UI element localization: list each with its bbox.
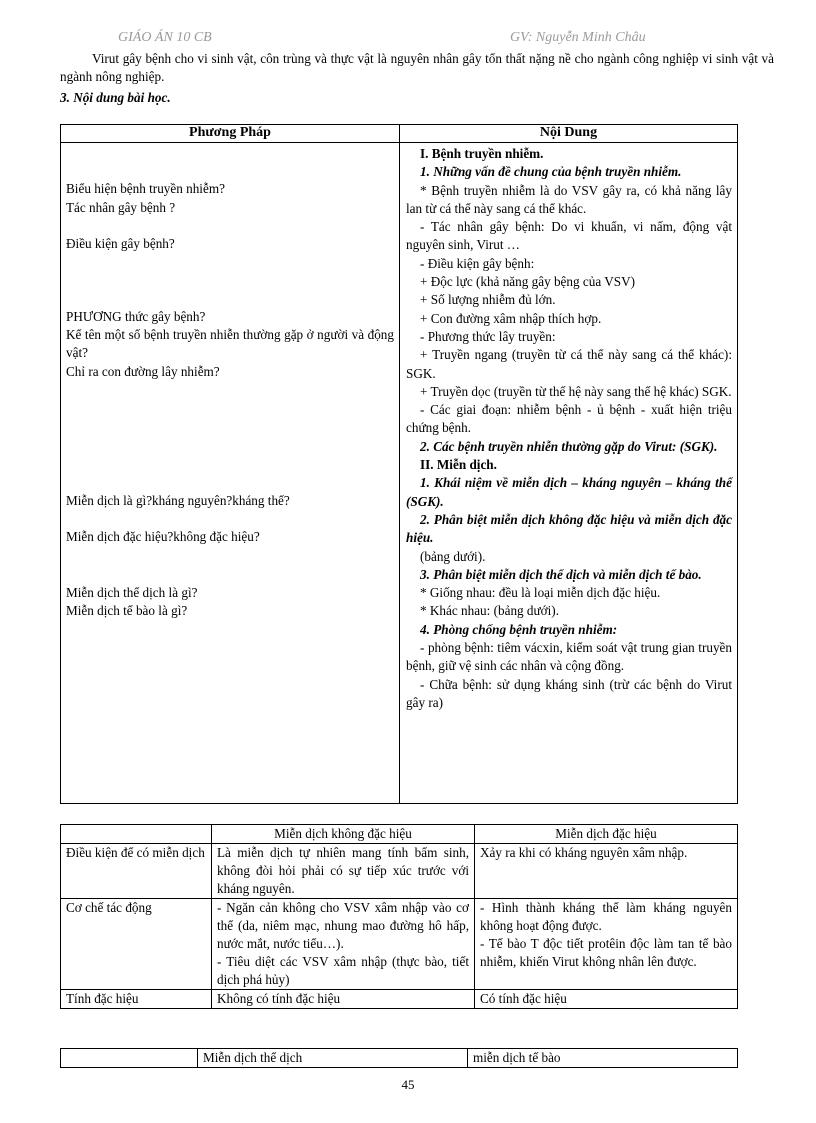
col-header-humoral: Miễn dịch thể dịch [198,1049,468,1068]
cell: - Ngăn cản không cho VSV xâm nhập vào cơ thể (da, niêm mạc, nhung mao đường hô hấp, nước mắt, nước tiểu…). - Tiêu diệt các VSV xâm nhập (thực bào, tiết dịch phá hủy) [212,899,475,990]
content-line: * Khác nhau: (bảng dưới). [420,603,559,619]
comparison-table [60,824,738,1009]
content-line: + Truyền dọc (truyền từ thế hệ này sang thế hệ khác) SGK. [420,383,732,399]
question: Miễn dịch đặc hiệu?không đặc hiệu? [66,529,260,544]
content-line: 2. Phân biệt miễn dịch không đặc hiệu và miễn dịch đặc hiệu. [406,511,732,546]
page-number: 45 [401,1077,415,1092]
cell: Có tính đặc hiệu [475,990,738,1009]
content-line: + Độc lực (khả năng gây bệng của VSV) [420,274,636,290]
question: Điều kiện gây bệnh? [66,236,175,251]
content-line: 1. Những vấn đề chung của bệnh truyền nhiễm. [420,164,682,180]
cell: Xảy ra khi có kháng nguyên xâm nhập. [475,844,738,899]
humoral-cellular-table [60,1048,738,1068]
content-line: + Số lượng nhiễm đủ lớn. [420,292,556,308]
content-line: - Chữa bệnh: sử dụng kháng sinh (trừ các bệnh do Virut gây ra) [406,676,732,710]
section-heading: 3. Nội dung bài học. [60,90,171,105]
question: Miễn dịch là gì?kháng nguyên?kháng thể? [66,493,290,508]
content-line: * Bệnh truyền nhiễm là do VSV gây ra, có khả năng lây lan từ cá thể này sang cá thể khác. [406,182,732,216]
main-table [60,124,738,804]
content-line: 3. Phân biệt miễn dịch thể dịch và miễn dịch tế bào. [420,566,702,582]
content-line: II. Miễn dịch. [420,457,497,473]
content-line: * Giống nhau: đều là loại miễn dịch đặc hiệu. [420,585,661,601]
content-line: I. Bệnh truyền nhiễm. [420,146,544,161]
cell: Không có tính đặc hiệu [212,990,475,1009]
content-line: - Điều kiện gây bệnh: [420,255,535,271]
content-column [400,143,738,804]
col-header-nonspecific: Miễn dịch không đặc hiệu [212,825,475,844]
question: PHƯƠNG thức gây bệnh? [66,309,206,324]
content-line: 4. Phòng chống bệnh truyền nhiễm: [420,621,618,637]
corner-cell [61,825,212,844]
question: Chỉ ra con đường lây nhiễm? [66,364,220,379]
cell: Là miễn dịch tự nhiên mang tính bẩm sinh, không đòi hỏi phải có sự tiếp xúc trước với kháng nguyên. [212,844,475,899]
intro-paragraph: Virut gây bệnh cho vi sinh vật, côn trùng và thực vật là nguyên nhân gây tổn thất nặng nề cho ngành công nghiệp vi sinh vật và ngành nông nghiệp. [60,51,774,84]
question: Kể tên một số bệnh truyền nhiễn thường gặp ở người và động vật? [66,327,394,360]
row-label: Điều kiện để có miễn dịch [61,844,212,899]
content-line: + Truyền ngang (truyền từ cá thể này sang cá thể khác): SGK. [406,347,732,381]
content-line: - Các giai đoạn: nhiễm bệnh - ủ bệnh - xuất hiện triệu chứng bệnh. [406,402,732,436]
col-header-method: Phương Pháp [61,125,400,143]
question: Biểu hiện bệnh truyền nhiễm? [66,181,225,196]
col-header-content: Nội Dung [400,125,738,143]
method-column [61,143,400,804]
question: Miễn dịch thể dịch là gì? [66,585,198,600]
header-left: GIÁO ÁN 10 CB [118,30,212,45]
cell: - Hình thành kháng thể làm kháng nguyên không hoạt động được. - Tế bào T độc tiết protêin độc làm tan tế bào nhiễm, khiến Virut không nhân lên được. [475,899,738,990]
content-line: + Con đường xâm nhập thích hợp. [420,310,602,326]
row-label: Tính đặc hiệu [61,990,212,1009]
row-label: Cơ chế tác động [61,899,212,990]
content-line: 1. Khái niệm về miễn dịch – kháng nguyên – kháng thể (SGK). [406,475,732,509]
corner-cell [61,1049,198,1068]
question: Tác nhân gây bệnh ? [66,200,176,215]
content-line: - Tác nhân gây bệnh: Do vi khuẩn, vi nấm, động vật nguyên sinh, Virut … [406,219,732,253]
content-line: 2. Các bệnh truyền nhiễn thường gặp do Virut: (SGK). [420,438,718,454]
content-line: - phòng bệnh: tiêm vácxin, kiểm soát vật trung gian truyền bệnh, giữ vệ sinh các nhân và cộng đồng. [406,640,732,674]
question: Miễn dịch tế bào là gì? [66,603,188,618]
content-line: (bảng dưới). [420,548,486,564]
col-header-specific: Miễn dịch đặc hiệu [475,825,738,844]
header-right: GV: Nguyễn Minh Châu [510,30,646,45]
col-header-cellular: miễn dịch tế bào [468,1049,738,1068]
content-line: - Phương thức lây truyền: [420,328,556,344]
